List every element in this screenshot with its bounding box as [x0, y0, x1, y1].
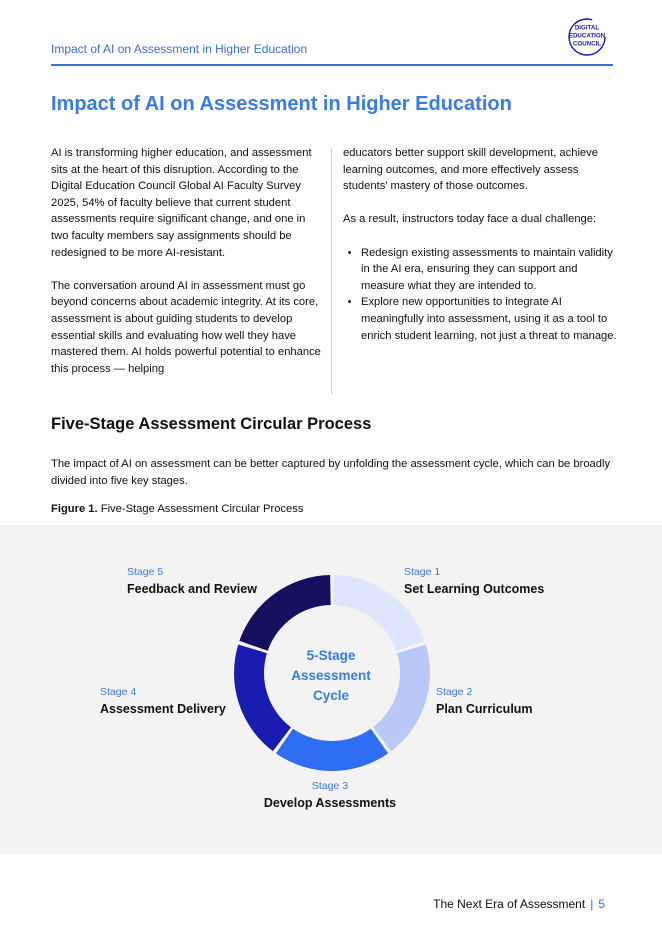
challenge-item-1: • Redesign existing assessments to maintain validity in the AI era, ensuring they can support and measure what they are intended to.: [361, 245, 618, 295]
section-intro: The impact of AI on assessment can be better captured by unfolding the assessment cycle, which can be broadly divided into five key stages.: [51, 458, 611, 487]
page-title: Impact of AI on Assessment in Higher Education: [51, 93, 512, 115]
center-line-3: Cycle: [312, 688, 350, 703]
intro-paragraph-2: The conversation around AI in assessment must go beyond concerns about academic integrity. At its core, assessment is about guiding students to develop essential skills and evaluating how well they have mastered them. AI holds powerful potential to enhance this process — helping: [51, 279, 321, 375]
challenge-list: [343, 245, 618, 345]
footer-title: The Next Era of Assessment: [433, 897, 586, 911]
logo-line-1: DIGITAL: [574, 24, 600, 32]
stage-1-name: Set Learning Outcomes: [404, 582, 545, 596]
figure-caption-text: Five-Stage Assessment Circular Process: [100, 503, 304, 515]
header-title: Impact of AI on Assessment in Higher Education: [51, 42, 308, 56]
intro-paragraph-1: AI is transforming higher education, and assessment sits at the heart of this disruption. According to the Digital Education Council Global AI Faculty Survey 2025, 54% of faculty believe that current student assessments require significant change, and one in two faculty members say assignments should be redesigned to be more AI-resistant.: [51, 147, 312, 259]
ring-segment-stage-3: [276, 729, 388, 771]
logo-line-2: EDUCATION: [568, 32, 606, 40]
intro-left-column: [51, 145, 321, 394]
column-divider: [331, 148, 332, 394]
page-number: 5: [598, 897, 605, 911]
intro-paragraph-3: educators better support skill development, achieve learning outcomes, and more effectively assess students’ mastery of those outcomes.: [343, 147, 598, 193]
stage-1-label: [404, 565, 544, 598]
center-line-1: 5-Stage: [306, 648, 356, 663]
figure-caption-label: Figure 1.: [51, 503, 98, 515]
stage-2-label: [436, 685, 533, 718]
figure-caption: [51, 503, 303, 515]
section-title: Five-Stage Assessment Circular Process: [51, 415, 372, 433]
stage-5-name: Feedback and Review: [127, 582, 257, 596]
ring-segment-stage-2: [373, 645, 430, 752]
stage-4-number: Stage 4: [100, 686, 137, 698]
stage-2-number: Stage 2: [436, 686, 473, 698]
stage-5-label: [127, 565, 257, 598]
footer: [433, 897, 605, 911]
stage-3-number: Stage 3: [311, 780, 349, 792]
stage-5-number: Stage 5: [127, 566, 164, 578]
stage-4-label: [100, 685, 226, 718]
cycle-center-label: [282, 646, 380, 706]
stage-2-name: Plan Curriculum: [436, 702, 533, 716]
logo-line-3: COUNCIL: [572, 40, 602, 48]
header-rule: [51, 64, 613, 66]
stage-3-name: Develop Assessments: [263, 796, 397, 810]
stage-3-label: [230, 779, 430, 812]
challenge-item-2: • Explore new opportunities to integrate AI meaningfully into assessment, using it as a tool to enrich student learning, not just a threat to manage.: [361, 294, 618, 344]
footer-separator: |: [590, 897, 594, 911]
stage-4-name: Assessment Delivery: [100, 702, 226, 716]
stage-1-number: Stage 1: [404, 566, 441, 578]
intro-right-column: [343, 145, 618, 344]
intro-paragraph-4: As a result, instructors today face a dual challenge:: [343, 213, 597, 226]
digital-education-council-logo: [563, 17, 609, 57]
center-line-2: Assessment: [291, 668, 371, 683]
